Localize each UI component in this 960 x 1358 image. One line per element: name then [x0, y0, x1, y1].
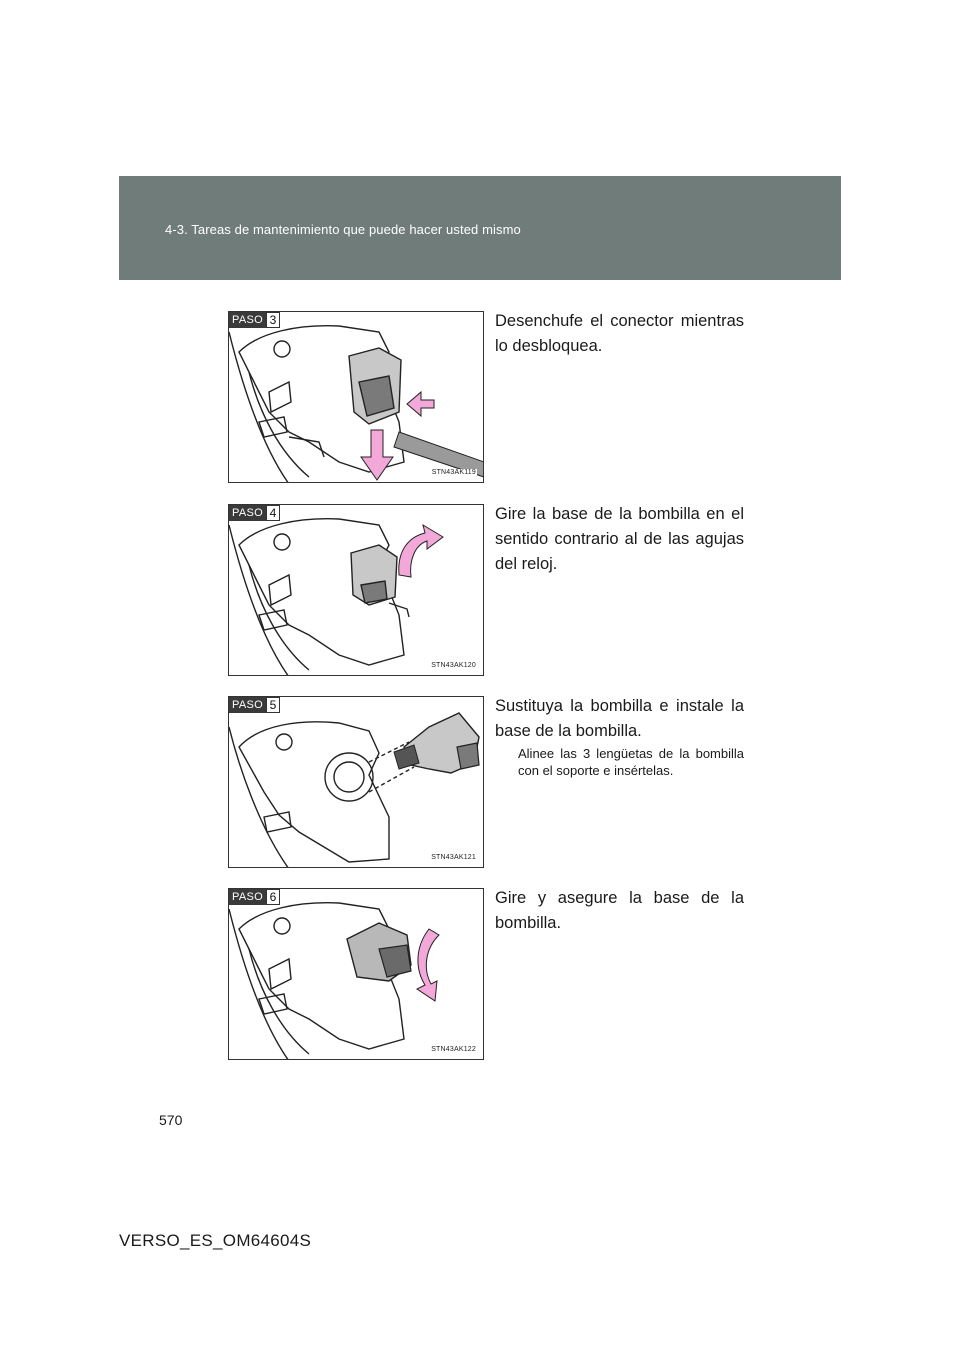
section-header — [119, 176, 841, 280]
step-number: 4 — [266, 505, 280, 521]
step-5-instruction: Sustituya la bombilla e instale la base de la bombilla. — [495, 697, 744, 740]
paso-label: PASO — [229, 312, 266, 328]
step-number: 6 — [266, 889, 280, 905]
step-3-instruction: Desenchufe el conector mientras lo desbloquea. — [495, 312, 744, 355]
figure-code: STN43AK121 — [431, 854, 476, 861]
step-number: 5 — [266, 697, 280, 713]
step-5-note: Alinee las 3 lengüetas de la bombilla con el soporte e insértelas. — [518, 746, 744, 778]
figure-code: STN43AK119 — [431, 469, 476, 476]
paso-label: PASO — [229, 889, 266, 905]
headlamp-connector-drawing — [229, 312, 484, 483]
figure-code: STN43AK120 — [431, 662, 476, 669]
step-6-instruction: Gire y asegure la base de la bombilla. — [495, 889, 744, 932]
step-6-illustration — [228, 888, 484, 1060]
step-5-badge — [229, 697, 280, 713]
section-title: 4-3. Tareas de mantenimiento que puede hacer usted mismo — [165, 222, 521, 237]
step-3-illustration — [228, 311, 484, 483]
step-3-badge — [229, 312, 280, 328]
document-code: VERSO_ES_OM64604S — [119, 1231, 312, 1250]
figure-code: STN43AK122 — [431, 1046, 476, 1053]
secure-bulb-base-drawing — [229, 889, 484, 1060]
step-4-badge — [229, 505, 280, 521]
page-number: 570 — [159, 1112, 183, 1128]
paso-label: PASO — [229, 697, 266, 713]
paso-label: PASO — [229, 505, 266, 521]
step-4-instruction: Gire la base de la bombilla en el sentido contrario al de las agujas del reloj. — [495, 505, 744, 573]
step-5-illustration — [228, 696, 484, 868]
step-number: 3 — [266, 312, 280, 328]
step-6-badge — [229, 889, 280, 905]
bulb-replacement-drawing — [229, 697, 484, 868]
headlamp-bulb-base-drawing — [229, 505, 484, 676]
step-4-illustration — [228, 504, 484, 676]
